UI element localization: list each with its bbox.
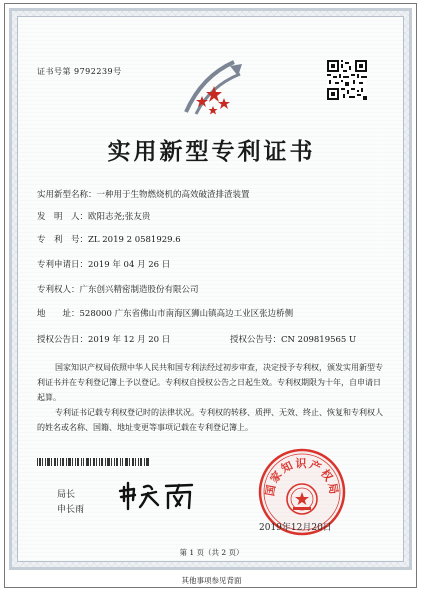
- application-date-row: [37, 258, 170, 270]
- signatory-name: 申长雨: [57, 505, 85, 515]
- utility-model-name-label: 实用新型名称：: [37, 190, 97, 200]
- patent-office-logo-icon: [180, 56, 250, 120]
- grant-statement-paragraph: 国家知识产权局依照中华人民共和国专利法经过初步审查，决定授予专利权，颁发实用新型专利证书并在专利登记簿上予以登记。专利权自授权公告之日起生效。专利权期限为十年，自申请日起算。: [37, 363, 383, 402]
- footer-note: 其他事项参见背面: [181, 576, 242, 585]
- grant-date-row: [37, 333, 170, 345]
- certificate-number-label: 证书号第: [37, 67, 71, 76]
- address-label: 地 址：: [37, 309, 80, 319]
- qr-code-icon: [327, 60, 367, 100]
- address-value: 528000 广东省佛山市南海区狮山镇高边工业区张边桥侧: [79, 309, 294, 319]
- certificate-number: [37, 66, 122, 77]
- grant-date-value: 2019 年 12 月 20 日: [88, 335, 171, 345]
- application-date-label: 专利申请日：: [37, 260, 89, 270]
- utility-model-name-row: [37, 188, 250, 200]
- application-date-value: 2019 年 04 月 26 日: [88, 260, 171, 270]
- inventor-value: 欧阳志尧;张友贵: [88, 212, 151, 222]
- inventor-label: 发 明 人：: [37, 212, 89, 222]
- barcode-icon: [37, 458, 149, 466]
- certificate-title: 实用新型专利证书: [107, 138, 316, 165]
- publication-number-value: CN 209819565 U: [281, 335, 357, 345]
- patentee-label: 专利权人：: [37, 285, 80, 295]
- grant-date-label: 授权公告日：: [37, 335, 89, 345]
- signatory-role: 局长: [57, 490, 76, 500]
- handwritten-signature: [118, 481, 196, 511]
- publication-number-label: 授权公告号：: [230, 335, 282, 345]
- publication-number-row: [230, 333, 356, 345]
- patentee-value: 广东创兴精密制造股份有限公司: [79, 285, 199, 295]
- certificate-number-suffix: 号: [113, 67, 122, 76]
- page-number: 第 1 页（共 2 页）: [179, 548, 244, 557]
- address-row: [37, 307, 293, 319]
- patent-number-row: [37, 233, 181, 245]
- patent-number-value: ZL 2019 2 0581929.6: [88, 235, 181, 245]
- patentee-row: [37, 283, 199, 295]
- certificate-number-value: 9792239: [74, 67, 114, 76]
- legal-status-paragraph: 专利证书记载专利权登记时的法律状况。专利权的转移、质押、无效、终止、恢复和专利权人的姓名或名称、国籍、地址变更等事项记载在专利登记簿上。: [37, 408, 383, 432]
- utility-model-name-value: 一种用于生物燃烧机的高效破渣排渣装置: [96, 190, 250, 200]
- patent-number-label: 专 利 号：: [37, 235, 89, 245]
- seal-date: 2019年12月20日: [259, 523, 332, 533]
- inventor-row: [37, 210, 150, 222]
- seal-text: 国家知识产权局: [263, 457, 341, 498]
